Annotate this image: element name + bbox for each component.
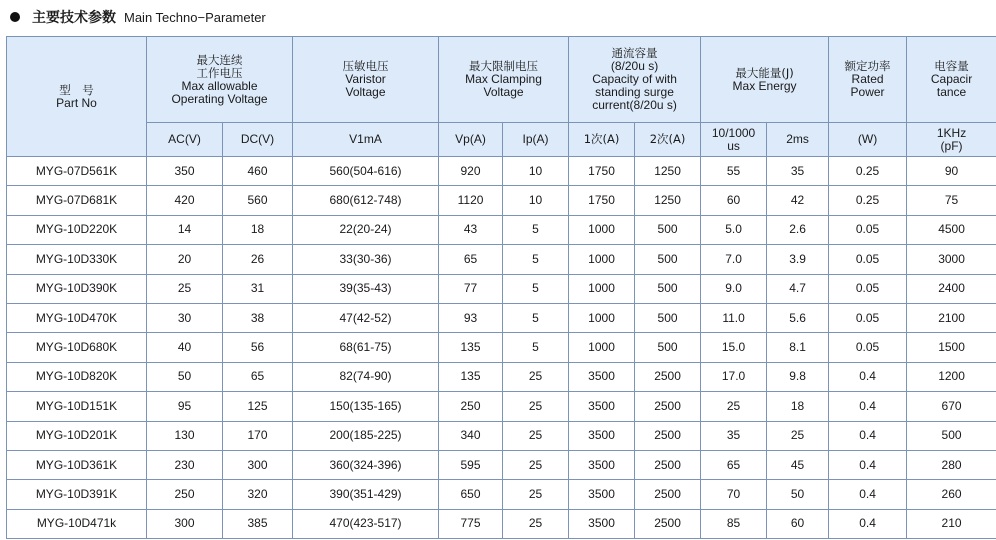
subheader-energy-10-1000: 10/1000 us: [701, 123, 767, 157]
cell-energy-10-1000: 15.0: [701, 333, 767, 362]
cell-capacitance: 3000: [907, 245, 996, 274]
cell-ac-voltage: 130: [147, 421, 223, 450]
cell-surge-once: 1000: [569, 215, 635, 244]
cell-dc-voltage: 560: [223, 186, 293, 215]
cell-ac-voltage: 300: [147, 509, 223, 538]
cell-energy-2ms: 42: [767, 186, 829, 215]
cell-varistor-voltage: 47(42-52): [293, 303, 439, 332]
cell-surge-twice: 500: [635, 245, 701, 274]
cell-ac-voltage: 40: [147, 333, 223, 362]
section-title: [10, 6, 266, 28]
cell-clamp-vp: 920: [439, 157, 503, 186]
cell-surge-once: 3500: [569, 392, 635, 421]
cell-capacitance: 75: [907, 186, 996, 215]
cell-surge-twice: 1250: [635, 186, 701, 215]
cell-clamp-ip: 25: [503, 450, 569, 479]
cell-part-no: MYG-07D561K: [7, 157, 147, 186]
cell-clamp-ip: 10: [503, 186, 569, 215]
cell-surge-once: 3500: [569, 509, 635, 538]
cell-ac-voltage: 95: [147, 392, 223, 421]
subheader-watts: (W): [829, 123, 907, 157]
cell-rated-power: 0.4: [829, 362, 907, 391]
subheader-ac: AC(V): [147, 123, 223, 157]
table-body: [7, 157, 996, 539]
cell-dc-voltage: 300: [223, 450, 293, 479]
table-row: [7, 333, 996, 362]
cell-energy-10-1000: 11.0: [701, 303, 767, 332]
cell-surge-twice: 2500: [635, 392, 701, 421]
cell-rated-power: 0.25: [829, 186, 907, 215]
cell-surge-twice: 500: [635, 333, 701, 362]
cell-surge-once: 3500: [569, 362, 635, 391]
table-header: [7, 37, 996, 157]
cell-surge-twice: 2500: [635, 450, 701, 479]
subheader-ip: Ip(A): [503, 123, 569, 157]
cell-ac-voltage: 14: [147, 215, 223, 244]
cell-varistor-voltage: 560(504-616): [293, 157, 439, 186]
cell-surge-once: 3500: [569, 450, 635, 479]
cell-clamp-vp: 93: [439, 303, 503, 332]
cell-surge-twice: 2500: [635, 362, 701, 391]
cell-clamp-ip: 5: [503, 333, 569, 362]
cell-clamp-vp: 340: [439, 421, 503, 450]
cell-part-no: MYG-10D361K: [7, 450, 147, 479]
cell-energy-2ms: 25: [767, 421, 829, 450]
cell-energy-10-1000: 17.0: [701, 362, 767, 391]
table-row: [7, 157, 996, 186]
bullet-icon: [10, 12, 20, 22]
cell-varistor-voltage: 39(35-43): [293, 274, 439, 303]
header-operating-voltage: 最大连续 工作电压 Max allowable Operating Voltage: [147, 37, 293, 123]
cell-dc-voltage: 125: [223, 392, 293, 421]
cell-rated-power: 0.25: [829, 157, 907, 186]
parameter-table: [6, 36, 996, 539]
cell-capacitance: 90: [907, 157, 996, 186]
cell-surge-twice: 2500: [635, 421, 701, 450]
cell-varistor-voltage: 200(185-225): [293, 421, 439, 450]
cell-surge-once: 1000: [569, 333, 635, 362]
cell-rated-power: 0.4: [829, 421, 907, 450]
cell-rated-power: 0.05: [829, 274, 907, 303]
cell-energy-10-1000: 7.0: [701, 245, 767, 274]
cell-ac-voltage: 250: [147, 480, 223, 509]
cell-clamp-vp: 595: [439, 450, 503, 479]
header-capacitance: 电容量 Capacir tance: [907, 37, 996, 123]
subheader-v1ma: V1mA: [293, 123, 439, 157]
cell-clamp-vp: 135: [439, 333, 503, 362]
cell-ac-voltage: 230: [147, 450, 223, 479]
cell-part-no: MYG-10D390K: [7, 274, 147, 303]
cell-energy-2ms: 3.9: [767, 245, 829, 274]
cell-part-no: MYG-10D201K: [7, 421, 147, 450]
cell-varistor-voltage: 360(324-396): [293, 450, 439, 479]
header-varistor-voltage: 压敏电压 Varistor Voltage: [293, 37, 439, 123]
cell-clamp-ip: 5: [503, 274, 569, 303]
cell-capacitance: 2100: [907, 303, 996, 332]
table-row: [7, 245, 996, 274]
cell-dc-voltage: 18: [223, 215, 293, 244]
cell-energy-2ms: 5.6: [767, 303, 829, 332]
cell-energy-2ms: 9.8: [767, 362, 829, 391]
cell-rated-power: 0.4: [829, 450, 907, 479]
cell-energy-10-1000: 25: [701, 392, 767, 421]
cell-varistor-voltage: 680(612-748): [293, 186, 439, 215]
cell-rated-power: 0.05: [829, 245, 907, 274]
cell-energy-2ms: 4.7: [767, 274, 829, 303]
cell-energy-10-1000: 70: [701, 480, 767, 509]
cell-clamp-vp: 135: [439, 362, 503, 391]
cell-energy-2ms: 8.1: [767, 333, 829, 362]
cell-dc-voltage: 320: [223, 480, 293, 509]
cell-clamp-ip: 5: [503, 245, 569, 274]
table-row: [7, 480, 996, 509]
cell-clamp-ip: 10: [503, 157, 569, 186]
header-clamping-voltage: 最大限制电压 Max Clamping Voltage: [439, 37, 569, 123]
cell-surge-once: 1750: [569, 157, 635, 186]
cell-rated-power: 0.4: [829, 509, 907, 538]
cell-rated-power: 0.4: [829, 392, 907, 421]
cell-part-no: MYG-07D681K: [7, 186, 147, 215]
cell-surge-twice: 2500: [635, 509, 701, 538]
cell-clamp-ip: 5: [503, 303, 569, 332]
cell-part-no: MYG-10D680K: [7, 333, 147, 362]
cell-part-no: MYG-10D391K: [7, 480, 147, 509]
cell-energy-10-1000: 9.0: [701, 274, 767, 303]
cell-surge-twice: 500: [635, 215, 701, 244]
subheader-energy-2ms: 2ms: [767, 123, 829, 157]
cell-ac-voltage: 350: [147, 157, 223, 186]
cell-clamp-ip: 25: [503, 362, 569, 391]
cell-capacitance: 1500: [907, 333, 996, 362]
cell-surge-once: 1000: [569, 303, 635, 332]
cell-capacitance: 1200: [907, 362, 996, 391]
subheader-vp: Vp(A): [439, 123, 503, 157]
table-row: [7, 215, 996, 244]
cell-clamp-vp: 43: [439, 215, 503, 244]
cell-rated-power: 0.05: [829, 333, 907, 362]
cell-surge-twice: 1250: [635, 157, 701, 186]
cell-capacitance: 280: [907, 450, 996, 479]
subheader-once: 1次(A): [569, 123, 635, 157]
cell-clamp-vp: 77: [439, 274, 503, 303]
cell-energy-10-1000: 55: [701, 157, 767, 186]
header-surge-current: 通流容量 (8/20u s) Capacity of with standing surge current(8/20u s): [569, 37, 701, 123]
cell-energy-2ms: 35: [767, 157, 829, 186]
header-rated-power: 额定功率 Rated Power: [829, 37, 907, 123]
cell-surge-twice: 500: [635, 274, 701, 303]
subheader-capacitance-unit: 1KHz (pF): [907, 123, 996, 157]
cell-energy-2ms: 50: [767, 480, 829, 509]
cell-dc-voltage: 65: [223, 362, 293, 391]
header-max-energy: 最大能量(J) Max Energy: [701, 37, 829, 123]
cell-part-no: MYG-10D151K: [7, 392, 147, 421]
cell-dc-voltage: 460: [223, 157, 293, 186]
cell-clamp-ip: 25: [503, 392, 569, 421]
cell-dc-voltage: 56: [223, 333, 293, 362]
section-title-en: Main Techno−Parameter: [124, 9, 266, 25]
table-row: [7, 392, 996, 421]
table-row: [7, 362, 996, 391]
cell-part-no: MYG-10D330K: [7, 245, 147, 274]
cell-capacitance: 2400: [907, 274, 996, 303]
cell-energy-2ms: 45: [767, 450, 829, 479]
table-row: [7, 509, 996, 538]
cell-clamp-vp: 65: [439, 245, 503, 274]
table-row: [7, 186, 996, 215]
cell-dc-voltage: 38: [223, 303, 293, 332]
table-row: [7, 450, 996, 479]
cell-part-no: MYG-10D470K: [7, 303, 147, 332]
cell-varistor-voltage: 390(351-429): [293, 480, 439, 509]
cell-dc-voltage: 385: [223, 509, 293, 538]
cell-ac-voltage: 25: [147, 274, 223, 303]
table-row: [7, 274, 996, 303]
cell-surge-once: 1000: [569, 274, 635, 303]
cell-surge-once: 3500: [569, 421, 635, 450]
cell-clamp-ip: 25: [503, 421, 569, 450]
table-row: [7, 303, 996, 332]
cell-varistor-voltage: 82(74-90): [293, 362, 439, 391]
cell-part-no: MYG-10D820K: [7, 362, 147, 391]
subheader-dc: DC(V): [223, 123, 293, 157]
cell-rated-power: 0.05: [829, 303, 907, 332]
subheader-twice: 2次(A): [635, 123, 701, 157]
cell-part-no: MYG-10D220K: [7, 215, 147, 244]
cell-energy-2ms: 18: [767, 392, 829, 421]
cell-surge-once: 3500: [569, 480, 635, 509]
cell-rated-power: 0.05: [829, 215, 907, 244]
cell-clamp-vp: 250: [439, 392, 503, 421]
cell-varistor-voltage: 470(423-517): [293, 509, 439, 538]
cell-energy-10-1000: 65: [701, 450, 767, 479]
cell-dc-voltage: 26: [223, 245, 293, 274]
cell-capacitance: 500: [907, 421, 996, 450]
cell-clamp-vp: 1120: [439, 186, 503, 215]
cell-varistor-voltage: 22(20-24): [293, 215, 439, 244]
cell-varistor-voltage: 150(135-165): [293, 392, 439, 421]
cell-energy-10-1000: 85: [701, 509, 767, 538]
cell-varistor-voltage: 68(61-75): [293, 333, 439, 362]
cell-energy-10-1000: 35: [701, 421, 767, 450]
cell-capacitance: 210: [907, 509, 996, 538]
cell-clamp-ip: 25: [503, 480, 569, 509]
cell-energy-10-1000: 5.0: [701, 215, 767, 244]
cell-ac-voltage: 50: [147, 362, 223, 391]
cell-surge-once: 1750: [569, 186, 635, 215]
cell-clamp-vp: 775: [439, 509, 503, 538]
cell-surge-twice: 2500: [635, 480, 701, 509]
cell-part-no: MYG-10D471k: [7, 509, 147, 538]
section-title-cn: 主要技术参数: [32, 10, 116, 26]
cell-capacitance: 260: [907, 480, 996, 509]
cell-clamp-ip: 25: [503, 509, 569, 538]
cell-energy-10-1000: 60: [701, 186, 767, 215]
cell-ac-voltage: 30: [147, 303, 223, 332]
cell-energy-2ms: 60: [767, 509, 829, 538]
cell-clamp-ip: 5: [503, 215, 569, 244]
cell-varistor-voltage: 33(30-36): [293, 245, 439, 274]
cell-rated-power: 0.4: [829, 480, 907, 509]
cell-capacitance: 670: [907, 392, 996, 421]
cell-clamp-vp: 650: [439, 480, 503, 509]
table-row: [7, 421, 996, 450]
header-part-no: 型 号 Part No: [7, 37, 147, 157]
cell-ac-voltage: 420: [147, 186, 223, 215]
cell-surge-twice: 500: [635, 303, 701, 332]
cell-surge-once: 1000: [569, 245, 635, 274]
cell-energy-2ms: 2.6: [767, 215, 829, 244]
cell-dc-voltage: 31: [223, 274, 293, 303]
cell-dc-voltage: 170: [223, 421, 293, 450]
cell-ac-voltage: 20: [147, 245, 223, 274]
cell-capacitance: 4500: [907, 215, 996, 244]
